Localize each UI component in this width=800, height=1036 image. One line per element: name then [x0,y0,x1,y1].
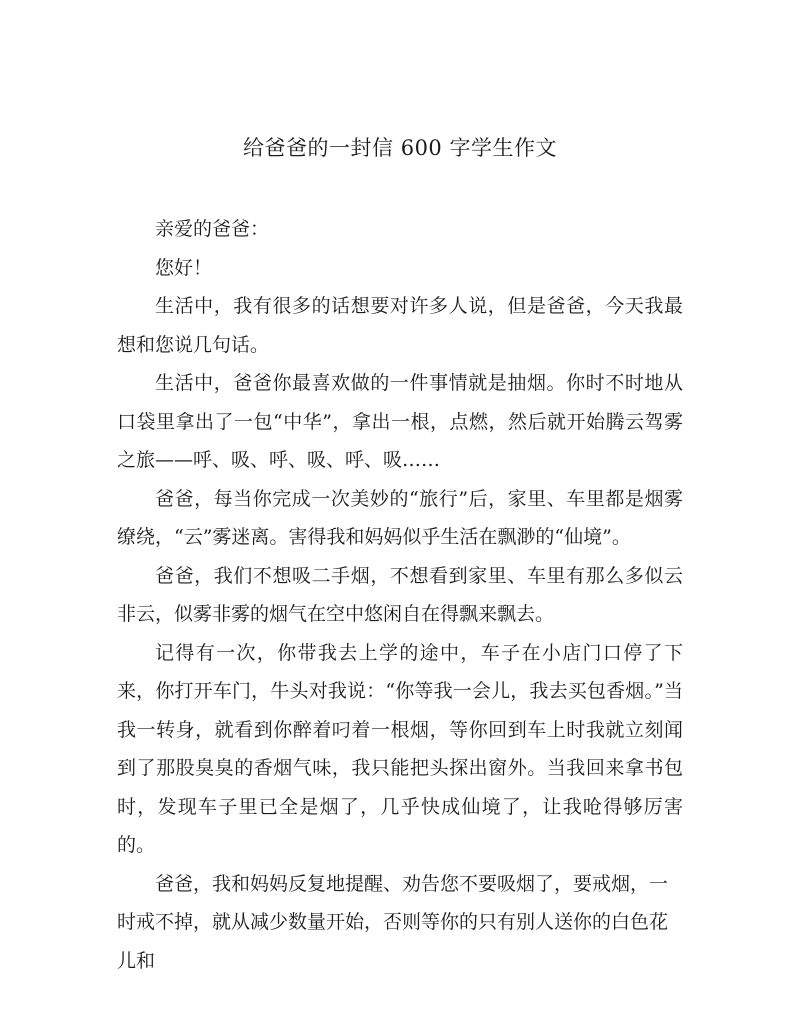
document-title: 给爸爸的一封信 600 字学生作文 [243,136,557,160]
greeting: 您好！ [155,256,213,279]
salutation: 亲爱的爸爸： [155,218,270,240]
paragraph: 生活中，爸爸你最喜欢做的一件事情就是抽烟。你时不时地从口袋里拿出了一包“中华”，拿出一根，点燃，然后就开始腾云驾雾之旅——呼、吸、呼、吸、呼、吸…… [117,372,683,471]
paragraph: 爸爸，我和妈妈反复地提醒、劝告您不要吸烟了，要戒烟，一时戒不掉，就从减少数量开始，否则等你的只有别人送你的白色花儿和 [117,872,669,972]
paragraph: 爸爸，每当你完成一次美妙的“旅行”后，家里、车里都是烟雾缭绕，“云”雾迷离。害得我和妈妈似乎生活在飘渺的“仙境”。 [117,487,683,548]
paragraph: 爸爸，我们不想吸二手烟，不想看到家里、车里有那么多似云非云，似雾非雾的烟气在空中悠闲自在得飘来飘去。 [117,564,683,625]
letter-body [117,210,683,980]
paragraph: 记得有一次，你带我去上学的途中，车子在小店门口停了下来，你打开车门，牛头对我说：“你等我一会儿，我去买包香烟。”当我一转身，就看到你醉着叼着一根烟，等你回到车上时我就立刻闻到了那股臭臭的香烟气味，我只能把头探出窗外。当我回来拿书包时，发现车子里已全是烟了，几乎快成仙境了，让我呛得够厉害的。 [117,641,683,856]
paragraph: 生活中，我有很多的话想要对许多人说，但是爸爸，今天我最想和您说几句话。 [117,295,683,356]
